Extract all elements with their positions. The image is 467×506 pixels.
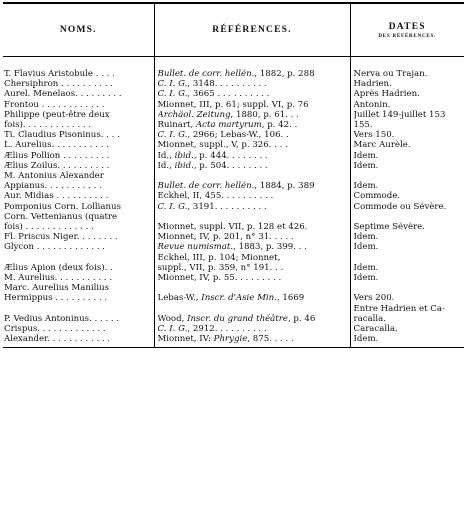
header-noms bbox=[3, 3, 154, 57]
table-row bbox=[3, 304, 464, 324]
cell-reference bbox=[154, 202, 350, 212]
reference-line bbox=[158, 232, 348, 242]
date-line: Entre Hadrien et Ca- bbox=[353, 303, 445, 314]
cell-date bbox=[350, 334, 464, 348]
table-row bbox=[3, 334, 464, 348]
reference-text: , 1884, p. 389 bbox=[254, 181, 315, 192]
name-line: Fl. Priscus Niger. . . . . . . . bbox=[4, 232, 118, 243]
reference-title: Bullet. de corr. hellén. bbox=[157, 69, 255, 79]
cell-name bbox=[3, 273, 154, 283]
name-line: Alexander. . . . . . . . . . . . bbox=[4, 334, 111, 345]
cell-date bbox=[350, 304, 464, 324]
reference-title: ibid. bbox=[174, 150, 194, 161]
reference-line bbox=[158, 202, 348, 212]
name-line: Glycon . . . . . . . . . . . . . bbox=[4, 242, 106, 253]
cell-name bbox=[3, 242, 154, 252]
date-line: racalla. bbox=[353, 313, 387, 324]
name-line: Appianus. . . . . . . . . . . bbox=[4, 181, 102, 192]
name-line: Crispus. . . . . . . . . . . . . bbox=[4, 324, 106, 335]
reference-text: Mionnet, suppl. VII, p. 128 et 426. bbox=[157, 222, 308, 233]
table-row bbox=[3, 79, 464, 89]
cell-reference bbox=[154, 304, 350, 324]
reference-line bbox=[158, 242, 348, 252]
reference-title: C. I. G. bbox=[157, 89, 188, 100]
reference-title: ibid. bbox=[174, 160, 194, 171]
reference-text: , 1880, p. 61. . . bbox=[230, 109, 299, 120]
reference-title: Bullet. de corr. hellén. bbox=[157, 181, 255, 192]
date-line: Idem. bbox=[353, 242, 379, 253]
reference-line bbox=[158, 161, 348, 171]
reference-text: , 1882, p. 288 bbox=[254, 69, 315, 79]
reference-line bbox=[158, 140, 348, 150]
reference-line bbox=[158, 263, 348, 273]
cell-name bbox=[3, 202, 154, 212]
reference-text: , p. 444. . . . . . . . bbox=[193, 150, 268, 161]
date-line: Idem. bbox=[353, 273, 379, 284]
reference-text: Ruinart, bbox=[157, 120, 196, 131]
cell-date bbox=[350, 57, 464, 80]
cell-date bbox=[350, 253, 464, 273]
cell-date bbox=[350, 242, 464, 252]
name-line: P. Vedius Antoninus. . . . . . bbox=[4, 313, 120, 324]
cell-name bbox=[3, 212, 154, 232]
name-line: L. Aurelius. . . . . . . . . . . bbox=[4, 140, 109, 151]
header-row bbox=[3, 3, 464, 57]
cell-name bbox=[3, 161, 154, 171]
cell-reference bbox=[154, 253, 350, 273]
reference-text: Eckhel, II, 455. . . . . . . . . . bbox=[157, 191, 274, 202]
cell-name bbox=[3, 151, 154, 161]
reference-line bbox=[158, 314, 348, 324]
reference-line bbox=[158, 334, 348, 344]
name-line: Philippe (peut-être deux bbox=[4, 109, 110, 120]
cell-date bbox=[350, 212, 464, 232]
reference-text: , 1883, p. 399. . . bbox=[233, 242, 307, 253]
table-row bbox=[3, 283, 464, 303]
table-row bbox=[3, 140, 464, 150]
cell-date bbox=[350, 89, 464, 99]
header-references bbox=[154, 3, 350, 57]
reference-title: C. I. G. bbox=[157, 201, 188, 212]
reference-text: , 3148. . . . . . . . . . bbox=[187, 79, 267, 90]
table-row bbox=[3, 324, 464, 334]
table-row bbox=[3, 100, 464, 110]
table-row bbox=[3, 89, 464, 99]
cell-reference bbox=[154, 212, 350, 232]
table-row bbox=[3, 151, 464, 161]
name-line: T. Flavius Aristobule . . . . bbox=[4, 69, 115, 79]
reference-title: Acta martyrum bbox=[195, 120, 262, 131]
reference-text: Mionnet, suppl., V, p. 326. . . . bbox=[157, 140, 288, 151]
cell-name bbox=[3, 324, 154, 334]
name-line: Aur. Midias . . . . . . . . . . bbox=[4, 191, 109, 202]
header-references-label: RÉFÉRENCES. bbox=[212, 25, 292, 35]
date-line: Vers 200. bbox=[353, 293, 395, 304]
date-line: Septime Sévère. bbox=[353, 222, 425, 233]
table-row bbox=[3, 161, 464, 171]
cell-reference bbox=[154, 79, 350, 89]
table-row bbox=[3, 212, 464, 232]
date-line: Marc Aurèle. bbox=[353, 140, 411, 151]
date-line: Nerva ou Trajan. bbox=[353, 69, 428, 79]
cell-name bbox=[3, 140, 154, 150]
header-dates-label: DATES bbox=[388, 21, 426, 32]
reference-title: Phrygie bbox=[213, 334, 248, 345]
name-line: M. Antonius Alexander bbox=[4, 171, 104, 182]
reference-title: Inscr. du grand théâtre bbox=[187, 313, 288, 324]
cell-date bbox=[350, 110, 464, 130]
cell-name bbox=[3, 232, 154, 242]
name-line: Ælius Zoilus. . . . . . . . . . bbox=[4, 160, 110, 171]
cell-date bbox=[350, 283, 464, 303]
cell-reference bbox=[154, 161, 350, 171]
cell-date bbox=[350, 191, 464, 201]
reference-line bbox=[158, 181, 348, 191]
date-line: Juillet 149-juillet 153 bbox=[353, 109, 446, 120]
name-line: Frontou . . . . . . . . . . . . bbox=[4, 99, 105, 110]
reference-text: Mionnet, III, p. 61; suppl. VI, p. 76 bbox=[157, 99, 309, 110]
date-line: Idem. bbox=[353, 262, 379, 273]
table-row bbox=[3, 202, 464, 212]
references-table bbox=[3, 2, 464, 348]
header-noms-label: NOMS. bbox=[59, 25, 97, 35]
cell-name bbox=[3, 130, 154, 140]
date-line: Idem. bbox=[353, 334, 379, 345]
cell-name bbox=[3, 191, 154, 201]
cell-reference bbox=[154, 89, 350, 99]
reference-text: Id., bbox=[157, 160, 175, 171]
table-body bbox=[3, 57, 464, 348]
reference-text: , p. 46 bbox=[287, 313, 316, 324]
reference-line bbox=[158, 69, 348, 79]
cell-date bbox=[350, 130, 464, 140]
reference-title: Archäol. Zeitung bbox=[157, 109, 231, 120]
cell-name bbox=[3, 57, 154, 80]
reference-text: Wood, bbox=[157, 313, 188, 324]
date-line: 155. bbox=[353, 120, 373, 131]
table-row bbox=[3, 253, 464, 273]
reference-text: Mionnet, IV, p. 55. . . . . . . . . bbox=[157, 273, 282, 284]
date-line: Antonin. bbox=[353, 99, 391, 110]
reference-line bbox=[158, 89, 348, 99]
reference-text: , 1669 bbox=[276, 293, 305, 304]
reference-text: Mionnet, IV: bbox=[157, 334, 214, 345]
reference-line bbox=[158, 79, 348, 89]
cell-name bbox=[3, 110, 154, 130]
cell-reference bbox=[154, 283, 350, 303]
cell-reference bbox=[154, 140, 350, 150]
cell-reference bbox=[154, 232, 350, 242]
cell-date bbox=[350, 273, 464, 283]
cell-name bbox=[3, 89, 154, 99]
cell-name bbox=[3, 79, 154, 89]
cell-date bbox=[350, 232, 464, 242]
date-line: Idem. bbox=[353, 181, 379, 192]
reference-line bbox=[158, 293, 348, 303]
table-row bbox=[3, 232, 464, 242]
reference-text: , 2912. . . . . . . . . . bbox=[187, 324, 267, 335]
reference-line bbox=[158, 253, 348, 263]
reference-title: C. I. G. bbox=[157, 79, 188, 90]
table-row bbox=[3, 191, 464, 201]
reference-title: Inscr. d'Asie Min. bbox=[201, 293, 277, 304]
cell-date bbox=[350, 79, 464, 89]
name-line: Hermippus . . . . . . . . . . bbox=[4, 293, 108, 304]
reference-text: Eckhel, III, p. 104; Mionnet, bbox=[157, 252, 281, 263]
reference-line bbox=[158, 324, 348, 334]
cell-date bbox=[350, 100, 464, 110]
name-line: fois) . . . . . . . . . . . . . bbox=[4, 222, 94, 233]
reference-line bbox=[158, 151, 348, 161]
header-dates-sublabel: DES RÉFÉRENCES. bbox=[378, 33, 437, 39]
cell-reference bbox=[154, 151, 350, 161]
reference-line bbox=[158, 110, 348, 120]
reference-line bbox=[158, 130, 348, 140]
cell-reference bbox=[154, 57, 350, 80]
cell-date bbox=[350, 324, 464, 334]
date-line: Hadrien. bbox=[353, 79, 392, 90]
cell-name bbox=[3, 304, 154, 324]
cell-name bbox=[3, 334, 154, 348]
reference-text: Lebas-W., bbox=[157, 293, 202, 304]
reference-title: C. I. G. bbox=[157, 324, 188, 335]
table-row bbox=[3, 110, 464, 130]
table-row bbox=[3, 130, 464, 140]
table-row bbox=[3, 273, 464, 283]
cell-reference bbox=[154, 242, 350, 252]
cell-date bbox=[350, 140, 464, 150]
cell-date bbox=[350, 171, 464, 191]
reference-text: , 3665 . . . . . . . . . . bbox=[187, 89, 270, 100]
name-line: Ælius Apion (deux fois). . bbox=[4, 262, 113, 273]
header-dates bbox=[350, 3, 464, 57]
name-line: M. Aurelius. . . . . . . . . . . bbox=[4, 273, 113, 284]
cell-date bbox=[350, 202, 464, 212]
reference-text: Id., bbox=[157, 150, 175, 161]
reference-text: Mionnet, IV, p. 201, n° 31. . . . . bbox=[157, 232, 294, 243]
name-line: Aurel. Menelaos. . . . . . . . . bbox=[4, 89, 122, 100]
table-row bbox=[3, 242, 464, 252]
date-line: Vers 150. bbox=[353, 130, 395, 141]
cell-reference bbox=[154, 324, 350, 334]
date-line: Commode ou Sévère. bbox=[353, 201, 447, 212]
name-line: Pomponius Corn. Lollianus bbox=[4, 201, 121, 212]
cell-reference bbox=[154, 334, 350, 348]
name-line: Ti. Claudius Pisoninus. . . . bbox=[4, 130, 120, 141]
table-row bbox=[3, 57, 464, 80]
reference-text: , 3191. . . . . . . . . . bbox=[187, 201, 267, 212]
date-line: Après Hadrien. bbox=[353, 89, 420, 100]
date-line: Caracalla. bbox=[353, 324, 398, 335]
date-line: Idem. bbox=[353, 160, 379, 171]
reference-text: , 875. . . . . bbox=[247, 334, 294, 345]
reference-title: C. I. G. bbox=[157, 130, 188, 141]
reference-text: , p. 42. . bbox=[261, 120, 298, 131]
cell-reference bbox=[154, 110, 350, 130]
cell-reference bbox=[154, 191, 350, 201]
cell-reference bbox=[154, 100, 350, 110]
reference-line bbox=[158, 222, 348, 232]
reference-text: suppl., VII, p. 359, n° 191. . . bbox=[157, 262, 284, 273]
cell-name bbox=[3, 253, 154, 273]
reference-text: , 2966; Lebas-W., 106. . bbox=[187, 130, 289, 141]
table-row bbox=[3, 171, 464, 191]
cell-name bbox=[3, 100, 154, 110]
cell-name bbox=[3, 171, 154, 191]
reference-line bbox=[158, 100, 348, 110]
name-line: Chersiphron . . . . . . . . . . bbox=[4, 79, 113, 90]
reference-line bbox=[158, 120, 348, 130]
name-line: Marc. Aurelius Manilius bbox=[4, 283, 110, 294]
cell-reference bbox=[154, 273, 350, 283]
cell-date bbox=[350, 161, 464, 171]
cell-date bbox=[350, 151, 464, 161]
date-line: Idem. bbox=[353, 232, 379, 243]
reference-line bbox=[158, 273, 348, 283]
cell-reference bbox=[154, 130, 350, 140]
name-line: fois). . . . . . . . . . . . . bbox=[4, 120, 92, 131]
cell-name bbox=[3, 283, 154, 303]
name-line: Corn. Vettenianus (quatre bbox=[4, 211, 118, 222]
reference-line bbox=[158, 191, 348, 201]
date-line: Commode. bbox=[353, 191, 401, 202]
name-line: Ælius Pollion . . . . . . . . . bbox=[4, 150, 110, 161]
reference-text: , p. 504. . . . . . . . bbox=[193, 160, 268, 171]
cell-reference bbox=[154, 171, 350, 191]
reference-title: Revue numismat. bbox=[157, 242, 234, 253]
date-line: Idem. bbox=[353, 150, 379, 161]
